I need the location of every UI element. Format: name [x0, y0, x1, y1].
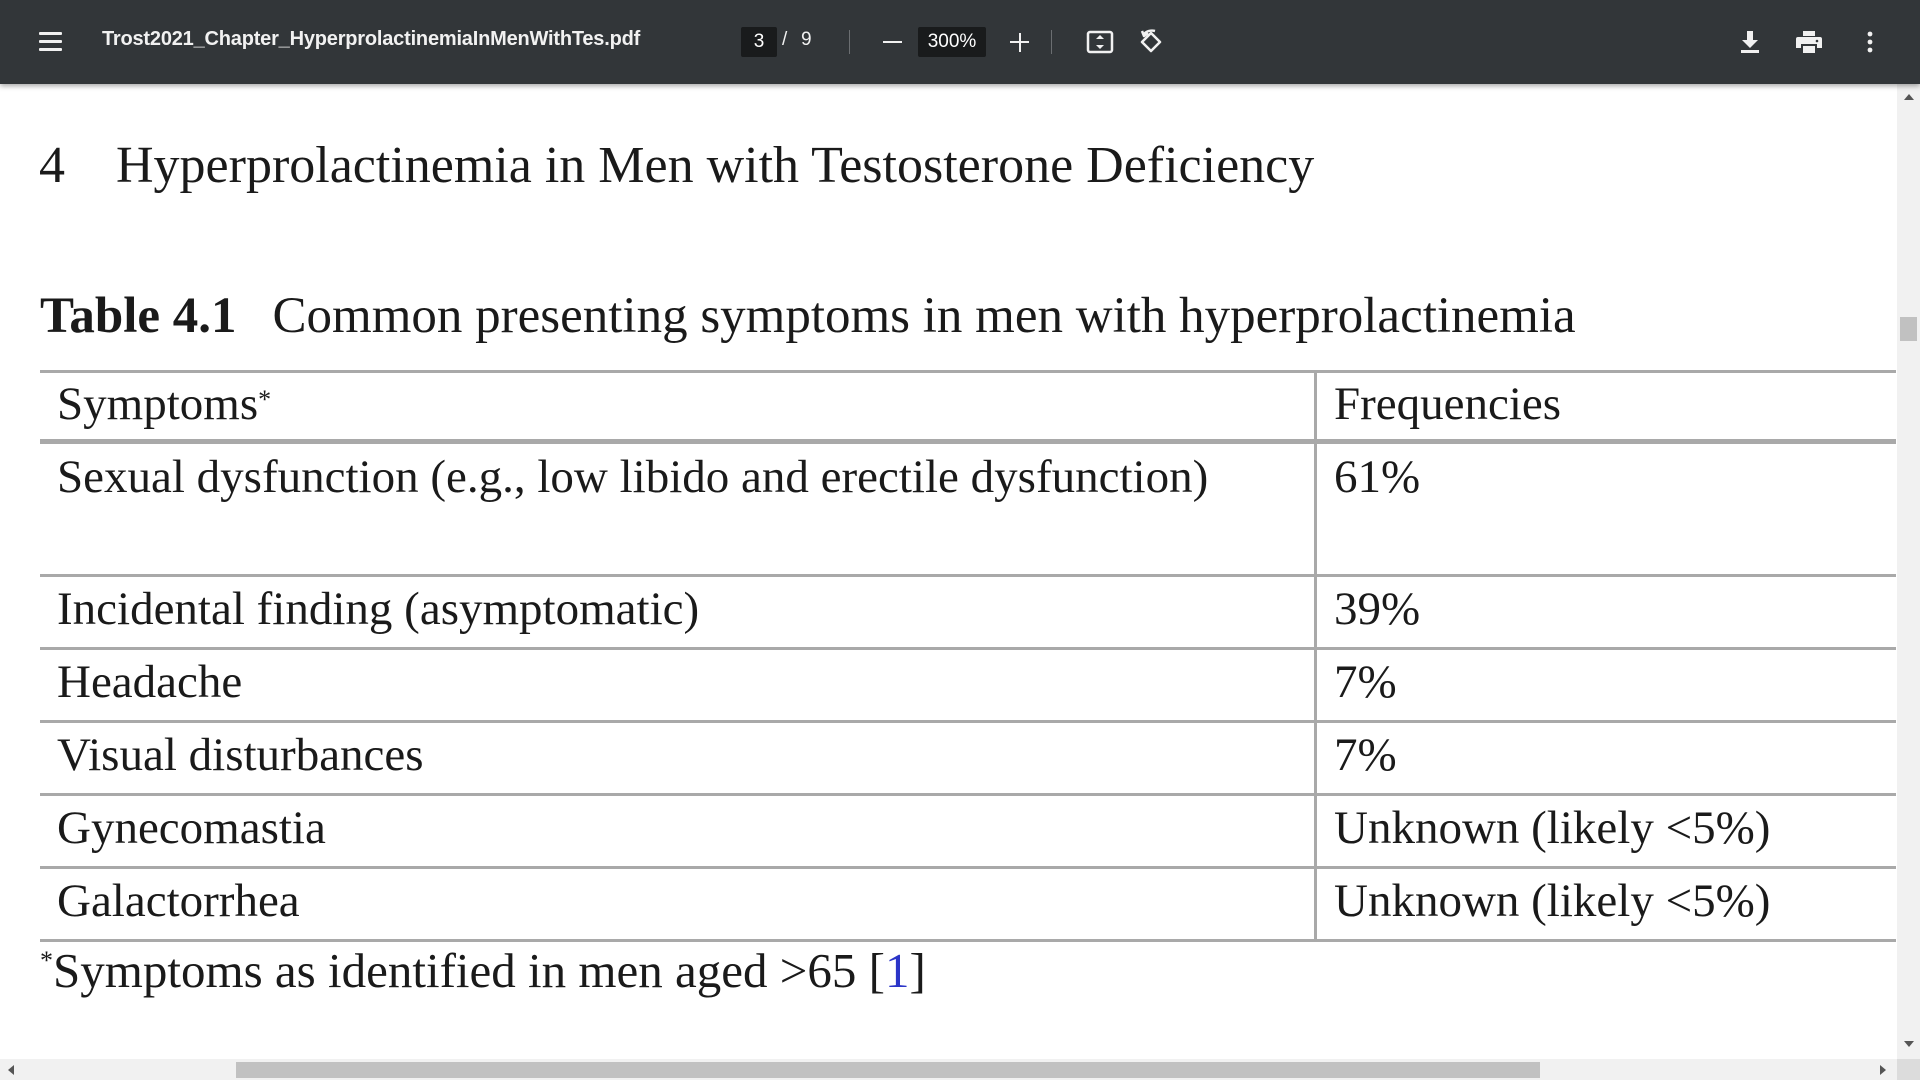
- table-header-row: [40, 372, 1896, 442]
- menu-icon[interactable]: [36, 26, 64, 58]
- chapter-heading: [39, 136, 1314, 195]
- symptom-cell: Incidental finding (asymptomatic): [40, 576, 1316, 649]
- footnote-close-bracket: ]: [909, 943, 926, 998]
- chapter-title: Hyperprolactinemia in Men with Testosterone Deficiency: [116, 137, 1315, 194]
- frequency-cell: 39%: [1316, 576, 1897, 649]
- table-footnote: [40, 942, 926, 999]
- table-row: [40, 868, 1896, 941]
- download-icon[interactable]: [1730, 22, 1770, 62]
- zoom-input[interactable]: 300%: [918, 27, 986, 57]
- vertical-scrollbar[interactable]: [1897, 84, 1920, 1059]
- frequency-cell: Unknown (likely <5%): [1316, 795, 1897, 868]
- symptom-cell: Visual disturbances: [40, 722, 1316, 795]
- horizontal-scroll-thumb[interactable]: [236, 1062, 1540, 1078]
- vertical-scroll-thumb[interactable]: [1900, 317, 1917, 341]
- fit-page-icon[interactable]: [1080, 22, 1120, 62]
- scroll-up-icon[interactable]: [1904, 94, 1914, 100]
- horizontal-scrollbar[interactable]: [0, 1059, 1897, 1080]
- pdf-page-view: [0, 84, 1897, 1059]
- rotate-icon[interactable]: [1131, 22, 1171, 62]
- frequency-cell: 61%: [1316, 442, 1897, 576]
- table-row: [40, 649, 1896, 722]
- chapter-number: 4: [39, 137, 65, 194]
- symptom-cell: Headache: [40, 649, 1316, 722]
- frequency-cell: 7%: [1316, 722, 1897, 795]
- column-header-frequencies: Frequencies: [1316, 372, 1897, 442]
- scroll-right-icon[interactable]: [1880, 1065, 1886, 1075]
- column-header-symptoms: Symptoms*: [40, 372, 1316, 442]
- table-row: [40, 576, 1896, 649]
- frequency-cell: 7%: [1316, 649, 1897, 722]
- scroll-down-icon[interactable]: [1904, 1041, 1914, 1047]
- file-name: Trost2021_Chapter_HyperprolactinemiaInMenWithTes.pdf: [102, 28, 641, 50]
- table-row: [40, 795, 1896, 868]
- footnote-text: Symptoms as identified in men aged >65 [: [53, 943, 885, 998]
- print-icon[interactable]: [1789, 22, 1829, 62]
- symptom-cell: Galactorrhea: [40, 868, 1316, 941]
- page-number-input[interactable]: 3: [741, 27, 777, 57]
- scroll-left-icon[interactable]: [8, 1065, 14, 1075]
- zoom-in-icon[interactable]: [999, 22, 1039, 62]
- symptom-cell: Sexual dysfunction (e.g., low libido and erectile dysfunction): [40, 442, 1316, 576]
- zoom-out-icon[interactable]: [872, 22, 912, 62]
- toolbar-divider: [849, 30, 850, 54]
- table-title: Common presenting symptoms in men with hyperprolactinemia: [272, 288, 1576, 344]
- page-separator: /: [782, 29, 788, 50]
- footnote-marker: *: [40, 946, 53, 975]
- scrollbar-corner: [1897, 1059, 1920, 1080]
- pdf-toolbar: [0, 0, 1920, 84]
- table-label: Table 4.1: [40, 288, 237, 344]
- symptoms-table: [40, 370, 1896, 942]
- table-row: [40, 722, 1896, 795]
- footnote-marker: *: [258, 385, 272, 414]
- toolbar-divider: [1051, 30, 1052, 54]
- reference-link[interactable]: 1: [884, 943, 910, 998]
- page-total: 9: [801, 29, 812, 50]
- frequency-cell: Unknown (likely <5%): [1316, 868, 1897, 941]
- symptom-cell: Gynecomastia: [40, 795, 1316, 868]
- table-caption: [40, 287, 1576, 345]
- more-vert-icon[interactable]: [1850, 22, 1890, 62]
- table-row: [40, 442, 1896, 576]
